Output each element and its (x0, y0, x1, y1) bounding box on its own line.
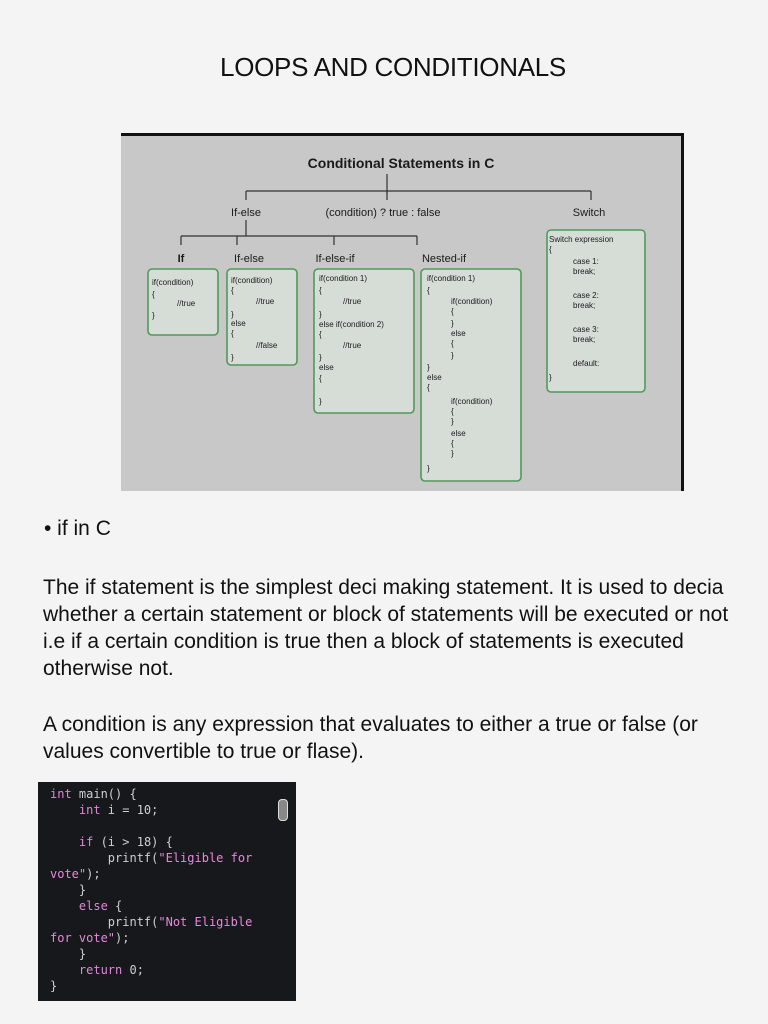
svg-text:}: } (427, 363, 430, 372)
svg-text:}: } (231, 310, 234, 319)
svg-text://true: //true (343, 297, 362, 306)
svg-text:case 3:: case 3: (573, 325, 599, 334)
svg-text:{: { (319, 330, 322, 339)
svg-text:{: { (319, 286, 322, 295)
svg-text://true: //true (256, 297, 275, 306)
label-if-else-top: If-else (231, 207, 261, 219)
label-ternary: (condition) ? true : false (325, 207, 441, 219)
svg-text:if(condition): if(condition) (231, 276, 273, 285)
svg-text:}: } (451, 319, 454, 328)
paragraph-if-description: The if statement is the simplest deci making statement. It is used to decia whether a certain statement or block of statements will be executed or not i.e if a certain condition is true then a block of statements is executed otherwise not. (43, 576, 729, 680)
diagram-title: Conditional Statements in C (307, 155, 495, 171)
paragraph-condition-description: A condition is any expression that evaluates to either a true or false (or values convertible to true or flase). (43, 713, 698, 763)
svg-text:else: else (451, 429, 466, 438)
page-title: LOOPS AND CONDITIONALS (220, 52, 566, 82)
svg-text://true: //true (177, 299, 196, 308)
svg-text:}: } (319, 310, 322, 319)
svg-text:if(condition 1): if(condition 1) (427, 274, 476, 283)
svg-text:{: { (231, 329, 234, 338)
svg-text:{: { (451, 439, 454, 448)
svg-text:default:: default: (573, 359, 600, 368)
code-text: int main() { int i = 10; if (i > 18) { printf("Eligible for vote"); } else { printf("Not Eligible for vote"); } return 0; } (50, 787, 253, 993)
svg-text:}: } (231, 353, 234, 362)
conditional-statements-diagram (121, 133, 684, 491)
svg-text:{: { (549, 245, 552, 254)
svg-text://false: //false (256, 341, 278, 350)
label-if: If (177, 253, 185, 265)
code-snippet (38, 782, 296, 1001)
section-heading: • if in C (44, 517, 111, 540)
svg-text:else: else (231, 319, 246, 328)
svg-text:{: { (451, 407, 454, 416)
svg-text:else if(condition 2): else if(condition 2) (319, 320, 384, 329)
label-nested-if: Nested-if (421, 253, 467, 265)
label-switch: Switch (572, 207, 606, 219)
svg-text:case 1:: case 1: (573, 257, 599, 266)
svg-text:}: } (549, 373, 552, 382)
svg-text:{: { (152, 290, 155, 299)
svg-text:}: } (152, 311, 155, 320)
svg-text:{: { (427, 383, 430, 392)
svg-text:{: { (427, 286, 430, 295)
svg-text:break;: break; (573, 301, 596, 310)
svg-text:{: { (451, 307, 454, 316)
svg-text:}: } (451, 351, 454, 360)
box-if-else-if (314, 269, 414, 413)
svg-text:if(condition): if(condition) (451, 297, 493, 306)
svg-text:Switch expression: Switch expression (549, 235, 614, 244)
code-scrollbar[interactable] (278, 799, 288, 821)
svg-text:break;: break; (573, 335, 596, 344)
svg-text:{: { (451, 339, 454, 348)
svg-text:{: { (319, 374, 322, 383)
diagram-svg (121, 136, 681, 491)
svg-text:}: } (451, 449, 454, 458)
svg-text:}: } (451, 417, 454, 426)
svg-text:if(condition): if(condition) (451, 397, 493, 406)
svg-text:}: } (427, 464, 430, 473)
label-if-else-if: If-else-if (315, 253, 355, 265)
svg-text:if(condition 1): if(condition 1) (319, 274, 368, 283)
svg-text:if(condition): if(condition) (152, 278, 194, 287)
svg-text:}: } (319, 353, 322, 362)
svg-text:else: else (427, 373, 442, 382)
svg-text:case 2:: case 2: (573, 291, 599, 300)
svg-text:else: else (319, 363, 334, 372)
svg-text:else: else (451, 329, 466, 338)
label-if-else: If-else (234, 253, 264, 265)
svg-text:{: { (231, 286, 234, 295)
svg-text:}: } (319, 397, 322, 406)
svg-text:break;: break; (573, 267, 596, 276)
svg-text://true: //true (343, 341, 362, 350)
